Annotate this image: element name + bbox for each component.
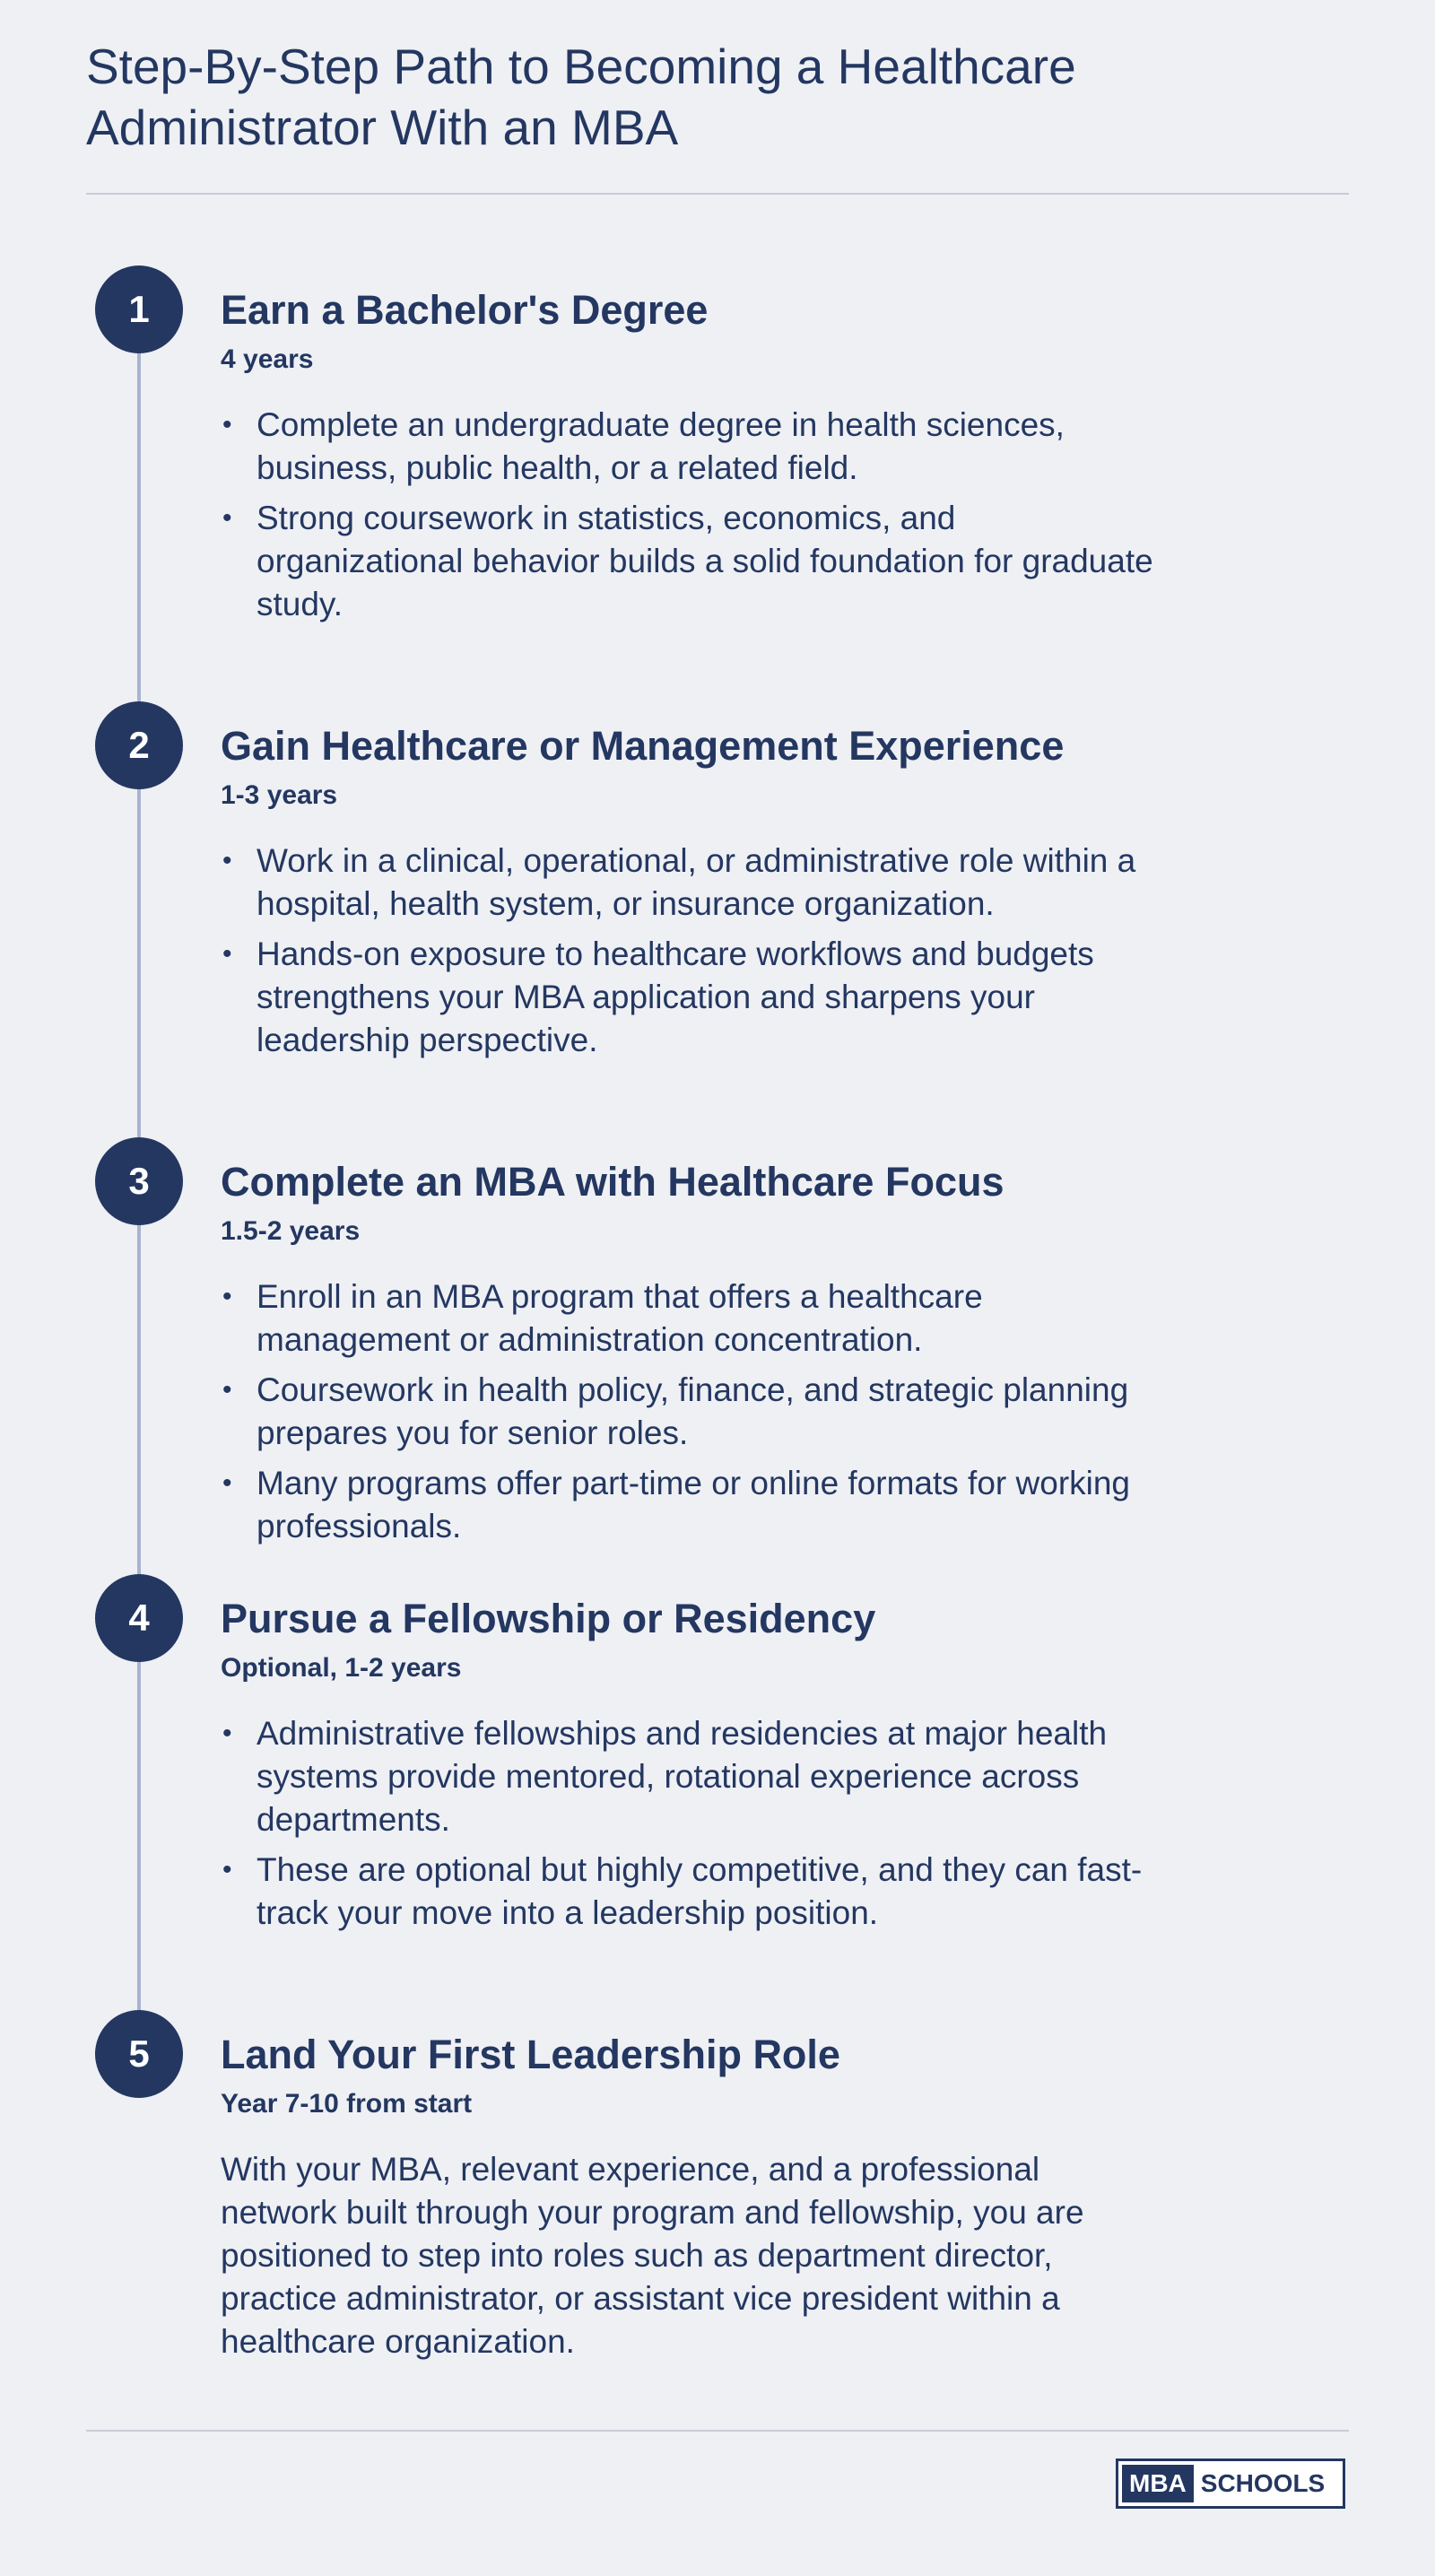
step-3-bullet-3: • Many programs offer part-time or online formats for working professionals. bbox=[221, 1462, 1153, 1548]
step-4-duration: Optional, 1-2 years bbox=[221, 1653, 462, 1683]
step-1-bullet-2: • Strong coursework in statistics, economics, and organizational behavior builds a solid foundation for graduate study. bbox=[221, 497, 1153, 626]
top-divider bbox=[86, 193, 1349, 195]
page-title-line-1: Step-By-Step Path to Becoming a Healthcare bbox=[86, 39, 1076, 94]
step-2-number-badge: 2 bbox=[95, 701, 183, 789]
logo-mba-text: MBA bbox=[1122, 2465, 1194, 2502]
step-5-description: With your MBA, relevant experience, and a professional network built through your program and fellowship, you are positioned to step into roles such as department director, practice administrator, or assistant vice president within a healthcare organization. bbox=[221, 2151, 1084, 2360]
logo-schools-text: SCHOOLS bbox=[1200, 2469, 1326, 2497]
step-5-number-badge: 5 bbox=[95, 2010, 183, 2098]
step-3-title: Complete an MBA with Healthcare Focus bbox=[221, 1159, 1004, 1205]
step-4-title: Pursue a Fellowship or Residency bbox=[221, 1596, 876, 1641]
step-4-bullet-list bbox=[221, 1712, 1153, 1942]
step-3-bullet-1: • Enroll in an MBA program that offers a healthcare management or administration concentration. bbox=[221, 1275, 1153, 1362]
step-1-duration: 4 years bbox=[221, 344, 314, 374]
page-title bbox=[86, 36, 1252, 158]
step-5-duration: Year 7-10 from start bbox=[221, 2089, 473, 2119]
step-1-bullet-1: • Complete an undergraduate degree in health sciences, business, public health, or a related field. bbox=[221, 404, 1153, 490]
step-5-title: Land Your First Leadership Role bbox=[221, 2032, 840, 2077]
step-3-bullet-2: • Coursework in health policy, finance, and strategic planning prepares you for senior roles. bbox=[221, 1369, 1153, 1455]
step-4-number-badge: 4 bbox=[95, 1574, 183, 1662]
bottom-divider bbox=[86, 2430, 1349, 2432]
step-4-bullet-2: • These are optional but highly competitive, and they can fast-track your move into a leadership position. bbox=[221, 1849, 1153, 1935]
step-3-duration: 1.5-2 years bbox=[221, 1216, 361, 1246]
step-1-title: Earn a Bachelor's Degree bbox=[221, 287, 709, 333]
step-2-bullet-list bbox=[221, 840, 1153, 1069]
step-1-number-badge: 1 bbox=[95, 265, 183, 353]
step-2-bullet-2: • Hands-on exposure to healthcare workflows and budgets strengthens your MBA application and sharpens your leadership perspective. bbox=[221, 933, 1153, 1062]
step-1-bullet-list bbox=[221, 404, 1153, 633]
mba-schools-logo bbox=[1116, 2459, 1345, 2509]
page-title-line-2: Administrator With an MBA bbox=[86, 100, 679, 155]
step-4-bullet-1: • Administrative fellowships and residencies at major health systems provide mentored, rotational experience across departments. bbox=[221, 1712, 1153, 1841]
step-3-bullet-list bbox=[221, 1275, 1153, 1555]
step-3-number-badge: 3 bbox=[95, 1137, 183, 1225]
step-2-title: Gain Healthcare or Management Experience bbox=[221, 723, 1065, 769]
step-2-duration: 1-3 years bbox=[221, 780, 338, 810]
step-2-bullet-1: • Work in a clinical, operational, or administrative role within a hospital, health system, or insurance organization. bbox=[221, 840, 1153, 926]
